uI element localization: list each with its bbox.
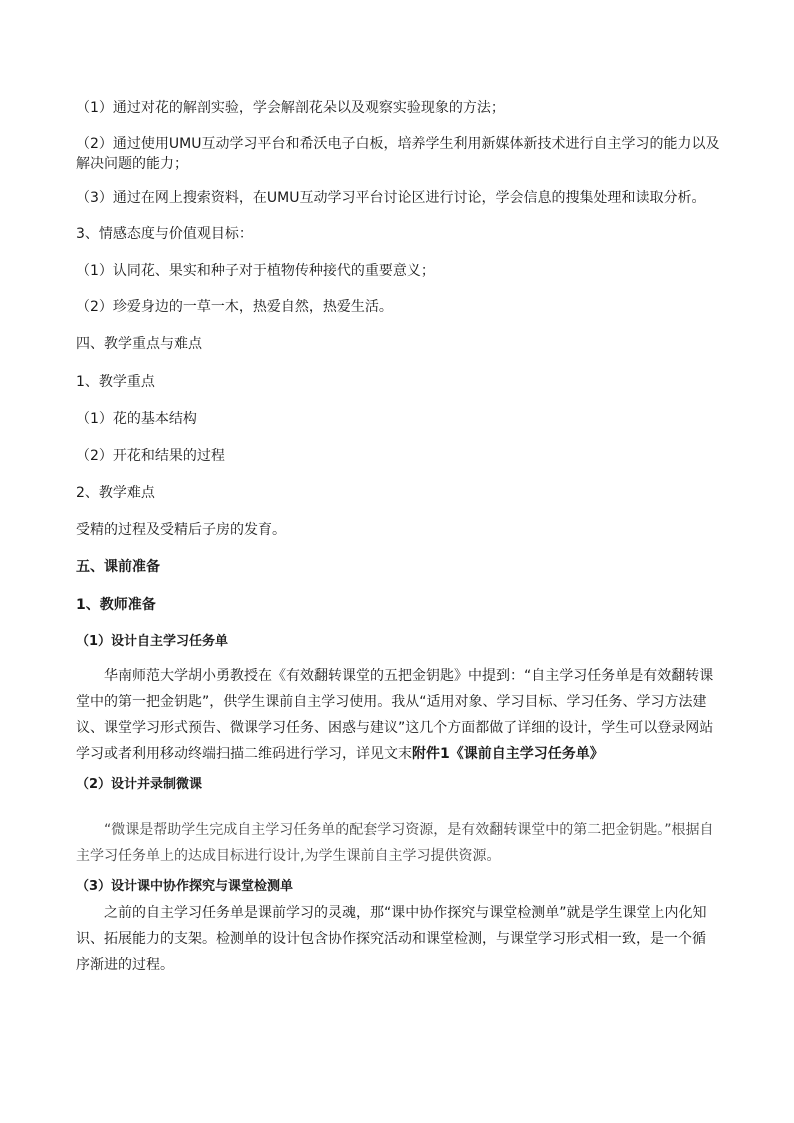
objective-line-2: （2）通过使用UMU互动学习平台和希沃电子白板，培养学生利用新媒体新技术进行自主学习的能力以及 [76, 136, 720, 152]
objective-line-2-cont: 解决问题的能力； [76, 156, 188, 172]
paragraph-1-text: 华南师范大学胡小勇教授在《有效翻转课堂的五把金钥匙》中提到：“自主学习任务单是有效翻转课堂中的第一把金钥匙”，供学生课前自主学习使用。我从“适用对象、学习目标、学习任务、学习方法建议、课堂学习形式预告、微课学习任务、困惑与建议”这几个方面都做了详细的设计，学生可以登录网站学习或者利用移动终端扫描二维码进行学习，详见文末 [76, 668, 714, 762]
difficulty-heading: 2、教学难点 [76, 485, 155, 501]
emotion-line-1: （1）认同花、果实和种子对于植物传种接代的重要意义； [76, 263, 435, 279]
teacher-prep-heading: 1、教师准备 [76, 597, 156, 613]
section-3-heading: 3、情感态度与价值观目标： [76, 226, 253, 242]
paragraph-3: 之前的自主学习任务单是课前学习的灵魂，那“课中协作探究与课堂检测单”就是学生课堂上内化知识、拓展能力的支架。检测单的设计包含协作探究活动和课堂检测，与课堂学习形式相一致，是一个循序渐进的过程。 [76, 905, 707, 973]
difficulty-text: 受精的过程及受精后子房的发育。 [76, 522, 286, 538]
section-5-heading: 五、课前准备 [76, 559, 160, 575]
paragraph-2: “微课是帮助学生完成自主学习任务单的配套学习资源，是有效翻转课堂中的第二把金钥匙。”根据自主学习任务单上的达成目标进行设计,为学生课前自主学习提供资源。 [76, 822, 714, 864]
objective-line-3: （3）通过在网上搜索资料，在UMU互动学习平台讨论区进行讨论，学会信息的搜集处理和读取分析。 [76, 190, 706, 206]
subheading-2: （2）设计并录制微课 [76, 777, 203, 792]
key-point-2: （2）开花和结果的过程 [76, 448, 225, 464]
key-point-1: （1）花的基本结构 [76, 411, 197, 427]
key-points-heading: 1、教学重点 [76, 374, 155, 390]
paragraph-1 [76, 663, 716, 767]
subheading-1: （1）设计自主学习任务单 [76, 634, 229, 649]
emotion-line-2: （2）珍爱身边的一草一木，热爱自然，热爱生活。 [76, 299, 393, 315]
section-4-heading: 四、教学重点与难点 [76, 336, 202, 352]
objective-line-1: （1）通过对花的解剖实验，学会解剖花朵以及观察实验现象的方法； [76, 100, 505, 116]
appendix-reference: 附件1《课前自主学习任务单》 [412, 746, 604, 762]
subheading-3: （3）设计课中协作探究与课堂检测单 [76, 879, 294, 894]
